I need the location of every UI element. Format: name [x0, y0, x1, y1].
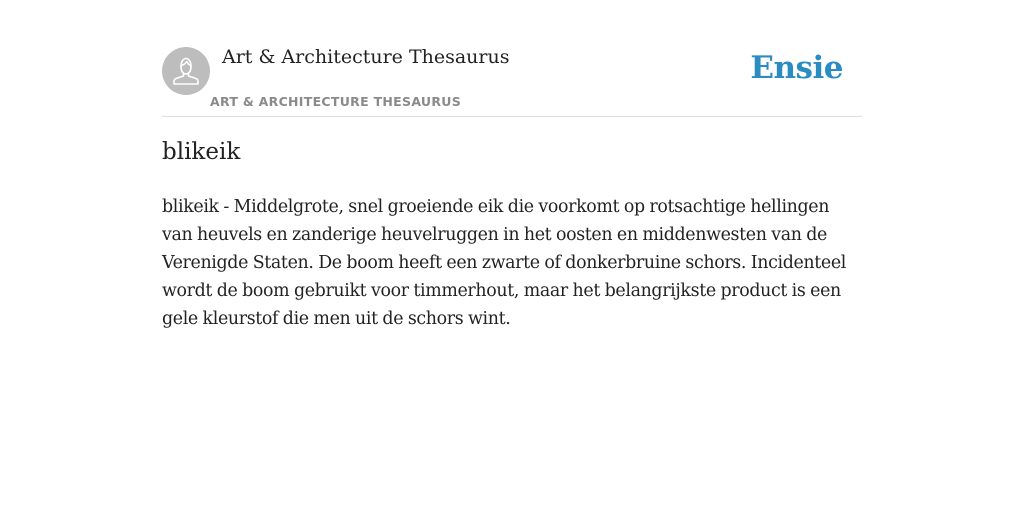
page-title: blikeik — [162, 139, 241, 165]
avatar[interactable] — [162, 47, 210, 95]
definition-text: blikeik - Middelgrote, snel groeiende eik die voorkomt op rotsachtige hellingen van heuvels en zanderige heuvelruggen in het oosten en middenwesten van de Verenigde Staten. De boom heeft een zwarte of donkerbruine schors. Incidenteel wordt de boom gebruikt voor timmerhout, maar het belangrijkste product is een gele kleurstof die men uit de schors wint. — [162, 197, 847, 329]
author-header — [162, 44, 862, 117]
author-subtitle: ART & ARCHITECTURE THESAURUS — [210, 94, 462, 109]
user-icon — [162, 47, 210, 95]
author-name[interactable]: Art & Architecture Thesaurus — [222, 46, 510, 68]
ensie-logo[interactable]: Ensie — [750, 50, 843, 86]
